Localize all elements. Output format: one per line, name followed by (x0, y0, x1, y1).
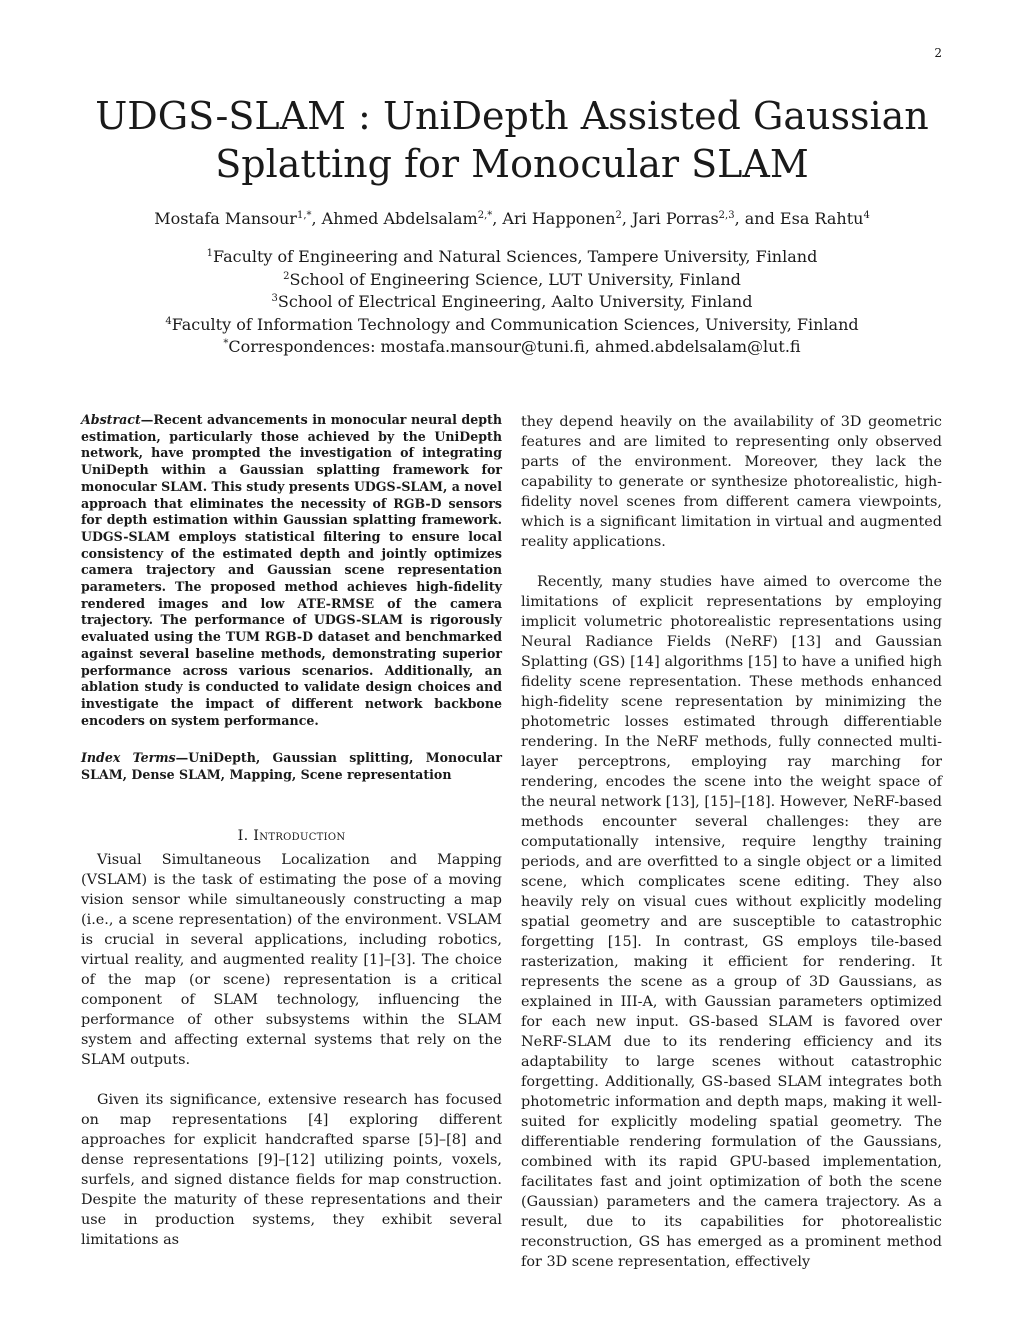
title-line-1: UDGS-SLAM : UniDepth Assisted Gaussian (95, 94, 929, 138)
page-number: 2 (934, 46, 942, 60)
affiliation: $^2$School of Engineering Science, LUT University, Finland (283, 269, 741, 289)
author: Ari Happonen$^2$ (502, 209, 622, 228)
author: Esa Rahtu$^4$ (779, 209, 870, 228)
title-line-2: Splatting for Monocular SLAM (215, 142, 809, 186)
affiliation: $^3$School of Electrical Engineering, Aalto University, Finland (271, 292, 753, 311)
affiliation: $^1$Faculty of Engineering and Natural Sciences, Tampere University, Finland (206, 247, 818, 266)
correspondence: *Correspondences: mostafa.mansour@tuni.fi, ahmed.abdelsalam@lut.fi (223, 337, 801, 356)
author-list: Mostafa Mansour$^{1,*}$, Ahmed Abdelsalam$^{2,*}$, Ari Happonen$^2$, Jari Porras$^{2,3}$, and Esa Rahtu$^4$ (154, 209, 870, 228)
abstract (81, 412, 502, 729)
index-terms (81, 750, 502, 783)
left-column (81, 412, 502, 1250)
author: Mostafa Mansour$^{1,*}$ (154, 209, 312, 228)
section-heading: I. Introduction (237, 827, 346, 844)
abstract-lead: Abstract (81, 412, 141, 427)
affiliation-list (0, 246, 1024, 359)
right-column (521, 412, 942, 1272)
body-paragraph: they depend heavily on the availability of 3D geometric features and are limited to representing only observed parts of the environment. Moreover, they lack the capability to generate or synthesize photorealistic, high-fidelity novel scenes from different camera viewpoints, which is a significant limitation in virtual and augmented reality applications. (521, 414, 942, 550)
body-paragraph: Given its significance, extensive research has focused on map representations [4] exploring different approaches for explicit handcrafted sparse [5]–[8] and dense representations [9]–[12] utilizing points, voxels, surfels, and signed distance fields for map construction. Despite the maturity of these representations and their use in production systems, they exhibit several limitations as (81, 1091, 502, 1248)
index-terms-text: —UniDepth, Gaussian splitting, Monocular SLAM, Dense SLAM, Mapping, Scene representation (81, 750, 503, 783)
body-paragraph: Recently, many studies have aimed to overcome the limitations of explicit representations by employing implicit volumetric photorealistic representations using Neural Radiance Fields (NeRF) [13] and Gaussian Splatting (GS) [14] algorithms [15] to have a unified high fidelity scene representation. These methods enhanced high-fidelity scene representation by minimizing the photometric losses estimated through differentiable rendering. In the NeRF methods, fully connected multi-layer perceptrons, employing ray marching for rendering, encodes the scene into the weight space of the neural network [13], [15]–[18]. However, NeRF-based methods encounter several challenges: they are computationally intensive, require lengthy training periods, and are overfitted to a single object or a limited scene, which complicates scene editing. They also heavily rely on visual cues without explicitly modeling spatial geometry and are susceptible to catastrophic forgetting [15]. In contrast, GS employs tile-based rasterization, making it efficient for rendering. It represents the scene as a group of 3D Gaussians, as explained in III-A, with Gaussian parameters optimized for each new input. GS-based SLAM is favored over NeRF-SLAM due to its rendering efficiency and its adaptability to large scenes without catastrophic forgetting. Additionally, GS-based SLAM integrates both photometric information and depth maps, making it well-suited for explicitly modeling spatial geometry. The differentiable rendering formulation of the Gaussians, combined with its rapid GPU-based implementation, facilitates fast and joint optimization of both the scene (Gaussian) parameters and the camera trajectory. As a result, due to its capabilities for photorealistic reconstruction, GS has emerged as a prominent method for 3D scene representation, effectively (521, 574, 942, 1270)
author: Jari Porras$^{2,3}$ (632, 209, 735, 228)
index-terms-lead: Index Terms (81, 750, 176, 766)
abstract-text: —Recent advancements in monocular neural depth estimation, particularly those achieved by the UniDepth network, have prompted the investigation of integrating UniDepth within a Gaussian splatting framework for monocular SLAM. This study presents UDGS-SLAM, a novel approach that eliminates the necessity of RGB-D sensors for depth estimation within Gaussian splatting framework. UDGS-SLAM employs statistical filtering to ensure local consistency of the estimated depth and jointly optimizes camera trajectory and Gaussian scene representation parameters. The proposed method achieves high-fidelity rendered images and low ATE-RMSE of the camera trajectory. The performance of UDGS-SLAM is rigorously evaluated using the TUM RGB-D dataset and benchmarked against several baseline methods, demonstrating superior performance across various scenarios. Additionally, an ablation study is conducted to validate design choices and investigate the impact of different network backbone encoders on system performance. (81, 412, 502, 728)
paper-title (0, 92, 1024, 188)
author: Ahmed Abdelsalam$^{2,*}$ (321, 209, 493, 228)
affiliation: $^4$Faculty of Information Technology and Communication Sciences, University, Finland (165, 314, 859, 334)
body-paragraph: Visual Simultaneous Localization and Mapping (VSLAM) is the task of estimating the pose of a moving vision sensor while simultaneously constructing a map (i.e., a scene representation) of the environment. VSLAM is crucial in several applications, including robotics, virtual reality, and augmented reality [1]–[3]. The choice of the map (or scene) representation is a critical component of SLAM technology, influencing the performance of other subsystems within the SLAM system and affecting external systems that rely on the SLAM outputs. (81, 851, 502, 1068)
